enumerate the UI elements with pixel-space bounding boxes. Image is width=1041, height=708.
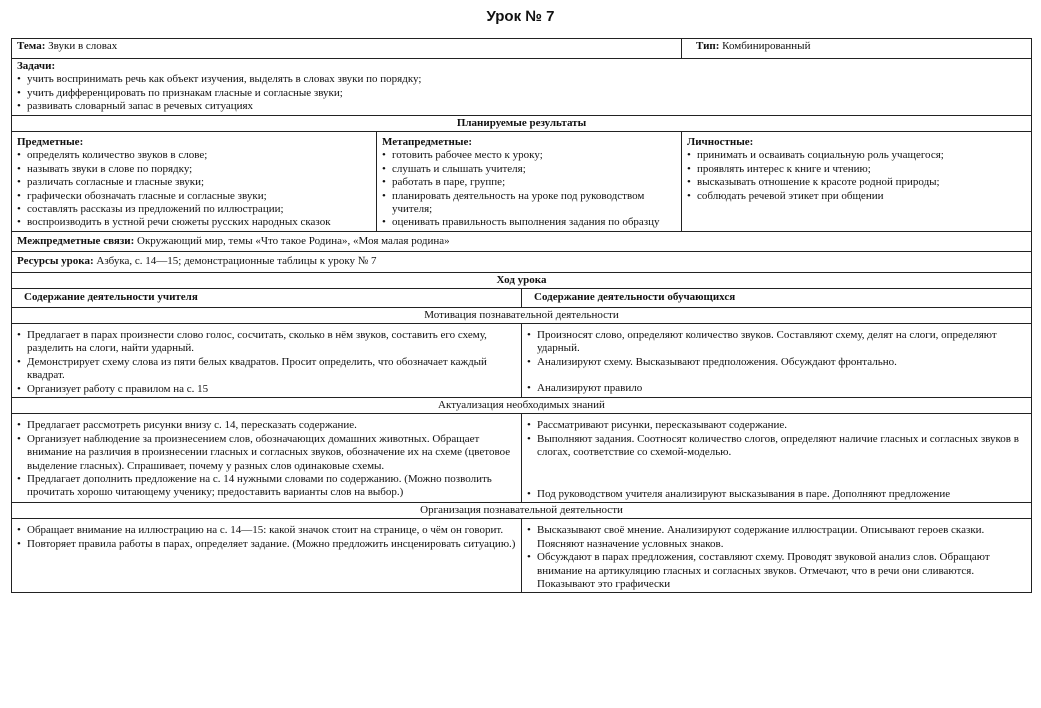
subject-results-cell xyxy=(12,132,377,232)
interdisciplinary-value: Окружающий мир, темы «Что такое Родина», «Моя малая родина» xyxy=(137,234,450,247)
topic-value: Звуки в словах xyxy=(48,40,118,52)
tasks-list xyxy=(17,73,1026,113)
activity-item: • Выполняют задания. Соотносят количество слогов, определяют наличие гласных и согласных звуков в слогах, соответствие со схемой-моделью. xyxy=(527,433,1026,460)
result-item: • воспроизводить в устной речи сюжеты русских народных сказок xyxy=(17,216,371,229)
page-title: Урок № 7 xyxy=(486,8,555,25)
activity-item: • Анализируют схему. Высказывают предположения. Обсуждают фронтально. xyxy=(527,356,1026,369)
result-item: • различать согласные и гласные звуки; xyxy=(17,176,371,189)
task-item: • учить дифференцировать по признакам гласные и согласные звуки; xyxy=(17,87,1026,100)
activity-item: • Высказывают своё мнение. Анализируют содержание иллюстрации. Описывают героев сказки. Поясняют назначение условных знаков. xyxy=(527,524,1026,551)
activity-item: • Обсуждают в парах предложения, составляют схему. Проводят звуковой анализ слов. Обращают внимание на артикуляцию гласных и согласных звуков. Отмечают, что в речи они сливаются. Показывают это графически xyxy=(527,551,1026,591)
resources-row xyxy=(12,252,1032,272)
teacher-activity-cell xyxy=(12,414,522,503)
stage-row xyxy=(12,519,1032,593)
stage-title: Мотивация познавательной деятельности xyxy=(12,307,1032,323)
stage-title-row xyxy=(12,397,1032,413)
planned-results-heading: Планируемые результаты xyxy=(12,115,1032,131)
activity-item: • Обращает внимание на иллюстрацию на с. 14—15: какой значок стоит на странице, о чём он говорит. xyxy=(17,524,516,537)
result-item: • соблюдать речевой этикет при общении xyxy=(687,190,1026,203)
activity-item: • Предлагает дополнить предложение на с. 14 нужными словами по содержанию. (Можно позволить прочитать хорошо читающему ученику; предоставить варианты слов на выбор.) xyxy=(17,473,516,500)
result-item: • графически обозначать гласные и согласные звуки; xyxy=(17,190,371,203)
stage-title-row xyxy=(12,502,1032,518)
type-value: Комбинированный xyxy=(722,40,811,52)
activity-item: • Предлагает рассмотреть рисунки внизу с. 14, пересказать содержание. xyxy=(17,419,516,432)
tasks-row xyxy=(12,59,1032,116)
stage-title: Актуализация необходимых знаний xyxy=(12,397,1032,413)
result-item: • проявлять интерес к книге и чтению; xyxy=(687,163,1026,176)
teacher-activity-cell xyxy=(12,519,522,593)
result-item: • готовить рабочее место к уроку; xyxy=(382,149,676,162)
stage-row xyxy=(12,323,1032,397)
columns-header-row xyxy=(12,289,1032,307)
activity-item: • Организует работу с правилом на с. 15 xyxy=(17,383,516,396)
result-item: • работать в паре, группе; xyxy=(382,176,676,189)
metasubject-results-cell xyxy=(377,132,682,232)
students-activity-list xyxy=(527,419,1026,501)
stage-row xyxy=(12,414,1032,503)
subject-results-label: Предметные: xyxy=(17,136,84,149)
topic-label: Тема: xyxy=(17,40,46,52)
activity-item: • Организует наблюдение за произнесением слов, обозначающих домашних животных. Обращает внимание на различия в произнесении гласных и согласных звуков, обозначение их на схеме (цветовое выделение гласных). Спрашивает, почему у разных слов одинаковые схемы. xyxy=(17,433,516,473)
task-item: • учить воспринимать речь как объект изучения, выделять в словах звуки по порядку; xyxy=(17,73,1026,86)
activity-item: • Повторяет правила работы в парах, определяет задание. (Можно предложить инсценировать ситуацию.) xyxy=(17,538,516,551)
teacher-activity-cell xyxy=(12,323,522,397)
lesson-flow-heading-row xyxy=(12,272,1032,288)
lesson-plan-table xyxy=(11,38,1032,593)
personal-results-cell xyxy=(682,132,1032,232)
tasks-label: Задачи: xyxy=(17,60,56,72)
activity-item: • Рассматривают рисунки, пересказывают содержание. xyxy=(527,419,1026,432)
planned-results-heading-row xyxy=(12,115,1032,131)
students-activity-cell xyxy=(522,519,1032,593)
interdisciplinary-row xyxy=(12,231,1032,251)
students-activity-cell xyxy=(522,414,1032,503)
result-item: • определять количество звуков в слове; xyxy=(17,149,371,162)
teacher-activity-list xyxy=(17,419,516,499)
students-activity-cell xyxy=(522,323,1032,397)
result-item: • высказывать отношение к красоте родной природы; xyxy=(687,176,1026,189)
result-item: • принимать и осваивать социальную роль учащегося; xyxy=(687,149,1026,162)
teacher-column-header: Содержание деятельности учителя xyxy=(12,289,522,307)
metasubject-results-list xyxy=(382,149,676,229)
activity-item: • Под руководством учителя анализируют высказывания в паре. Дополняют предложение xyxy=(527,488,1026,501)
activity-item: • Анализируют правило xyxy=(527,382,1026,395)
resources-cell xyxy=(12,252,1032,272)
resources-value: Азбука, с. 14—15; демонстрационные таблицы к уроку № 7 xyxy=(96,255,377,268)
lesson-flow-heading: Ход урока xyxy=(12,272,1032,288)
activity-item: • Произносят слово, определяют количество звуков. Составляют схему, делят на слоги, определяют ударный. xyxy=(527,329,1026,356)
teacher-activity-list xyxy=(17,329,516,396)
students-column-header: Содержание деятельности обучающихся xyxy=(522,289,1032,307)
result-item: • составлять рассказы из предложений по иллюстрации; xyxy=(17,203,371,216)
planned-results-row xyxy=(12,132,1032,232)
metasubject-results-label: Метапредметные: xyxy=(382,136,473,149)
tasks-cell xyxy=(12,59,1032,116)
students-activity-list xyxy=(527,524,1026,591)
topic-row xyxy=(12,39,1032,59)
stage-title: Организация познавательной деятельности xyxy=(12,502,1032,518)
stage-title-row xyxy=(12,307,1032,323)
topic-cell xyxy=(12,39,682,59)
personal-results-list xyxy=(687,149,1026,203)
teacher-activity-list xyxy=(17,524,516,551)
result-item: • планировать деятельность на уроке под руководством учителя; xyxy=(382,190,676,217)
task-item: • развивать словарный запас в речевых ситуациях xyxy=(17,100,1026,113)
students-activity-list xyxy=(527,329,1026,396)
activity-item: • Демонстрирует схему слова из пяти белых квадратов. Просит определить, что обозначает каждый квадрат. xyxy=(17,356,516,383)
activity-item: • Предлагает в парах произнести слово голос, сосчитать, сколько в нём звуков, составить его схему, разделить на слоги, найти ударный. xyxy=(17,329,516,356)
interdisciplinary-cell xyxy=(12,231,1032,251)
type-label: Тип: xyxy=(696,40,720,52)
result-item: • называть звуки в слове по порядку; xyxy=(17,163,371,176)
resources-label: Ресурсы урока: xyxy=(17,255,94,268)
type-cell xyxy=(682,39,1032,59)
result-item: • оценивать правильность выполнения задания по образцу xyxy=(382,216,676,229)
subject-results-list xyxy=(17,149,371,229)
interdisciplinary-label: Межпредметные связи: xyxy=(17,234,135,247)
result-item: • слушать и слышать учителя; xyxy=(382,163,676,176)
personal-results-label: Личностные: xyxy=(687,136,754,149)
